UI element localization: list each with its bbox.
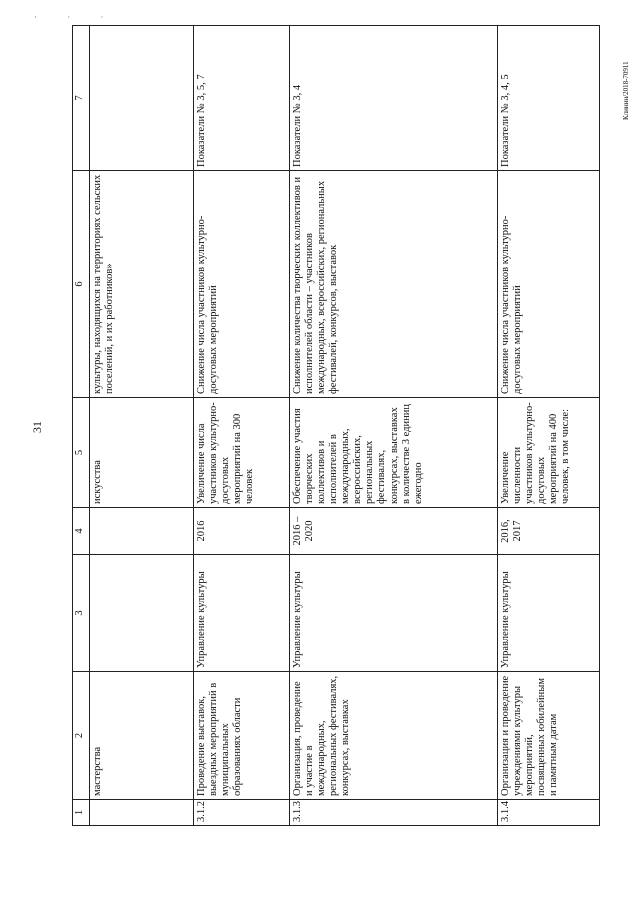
cell-result: Обеспечение участия творческих коллективов и исполнителей в международных, всероссийских, региональных фестивалях, конкурсах, выставках в количестве 3 единиц ежегодно (290, 398, 498, 508)
cell-period: 2016 (194, 508, 290, 555)
cell-indicators: Показатели № 3, 5, 7 (194, 26, 290, 171)
cell-measure: мастерства (90, 672, 194, 800)
cell-executor (90, 555, 194, 672)
cell-consequences: Снижение количества творческих коллективов и исполнителей области – участников международных, всероссийских, региональных фестивалей, конкурсов, выставок (290, 171, 498, 398)
header-cell: 2 (73, 672, 90, 800)
cell-number: 3.1.4 (498, 800, 600, 826)
scan-specks: · · · (34, 12, 118, 22)
table-row (290, 26, 498, 826)
header-cell: 7 (73, 26, 90, 171)
cell-result: искусства (90, 398, 194, 508)
cell-measure: Проведение выставок, выездных мероприятий в муниципальных образованиях области (194, 672, 290, 800)
header-cell: 1 (73, 800, 90, 826)
cell-number (90, 800, 194, 826)
cell-indicators: Показатели № 3, 4 (290, 26, 498, 171)
document-id: Клинин/2018-70911 (622, 61, 630, 120)
cell-number: 3.1.2 (194, 800, 290, 826)
cell-measure: Организация и проведение учреждениями культуры мероприятий, посвященных юбилейным и памятным датам (498, 672, 600, 800)
cell-consequences: культуры, находящихся на территориях сельских поселений, и их работников» (90, 171, 194, 398)
table-row (90, 26, 194, 826)
cell-consequences: Снижение числа участников культурно-досуговых мероприятий (194, 171, 290, 398)
header-cell: 5 (73, 398, 90, 508)
table-row (498, 26, 600, 826)
header-cell: 6 (73, 171, 90, 398)
header-row (73, 26, 90, 826)
cell-indicators (90, 26, 194, 171)
measures-table (72, 25, 600, 826)
cell-consequences: Снижение числа участников культурно-досуговых мероприятий (498, 171, 600, 398)
cell-executor: Управление культуры (290, 555, 498, 672)
header-cell: 4 (73, 508, 90, 555)
cell-indicators: Показатели № 3, 4, 5 (498, 26, 600, 171)
cell-period (90, 508, 194, 555)
cell-result: Увеличение числа участников культурно-досуговых мероприятий на 300 человек (194, 398, 290, 508)
cell-result: Увеличение численности участников культурно-досуговых мероприятий на 400 человек, в том числе: (498, 398, 600, 508)
cell-number: 3.1.3 (290, 800, 498, 826)
cell-executor: Управление культуры (498, 555, 600, 672)
table-row (194, 26, 290, 826)
cell-measure: Организация, проведение и участие в международных, региональных фестивалях, конкурсах, выставках (290, 672, 498, 800)
rotated-table-container (72, 26, 600, 826)
cell-executor: Управление культуры (194, 555, 290, 672)
header-cell: 3 (73, 555, 90, 672)
cell-period: 2016 – 2020 (290, 508, 498, 555)
cell-period: 2016, 2017 (498, 508, 600, 555)
page-number: 31 (30, 421, 44, 433)
